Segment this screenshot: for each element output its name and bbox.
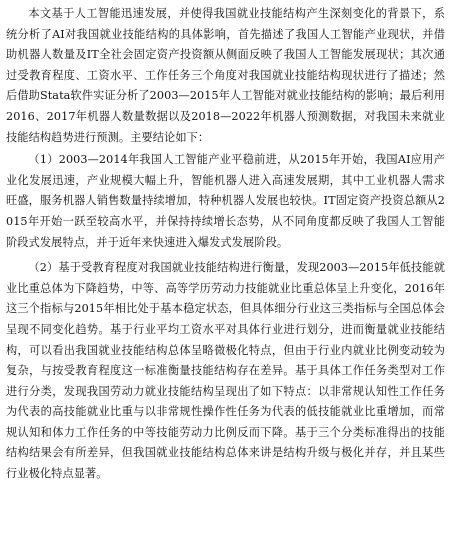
document-page [6, 4, 445, 485]
intro-paragraph: 本文基于人工智能迅速发展，并使得我国就业技能结构产生深刻变化的背景下，系统分析了AI对我国就业技能结构的具体影响，首先描述了我国人工智能产业现状，并借助机器人数量及IT全社会固定资产投资额从侧面反映了我国人工智能发展现状；其次通过受教育程度、工资水平、工作任务三个角度对我国就业技能结构现状进行了描述；然后借助Stata软件实证分析了2003—2015年人工智能对就业技能结构的影响；最后利用2016、2017年机器人数量数据以及2018—2022年机器人预测数据，对我国未来就业技能结构趋势进行预测。主要结论如下： [6, 7, 445, 144]
conclusion-2-paragraph: （2）基于受教育程度对我国就业技能结构进行衡量，发现2003—2015年低技能就业比重总体为下降趋势，中等、高等学历劳动力技能就业比重总体呈上升变化，2016年这三个指标与2015年相比处于基本稳定状态，但具体细分行业这三类指标与全国总体会呈现不同变化趋势。基于行业平均工资水平对具体行业进行划分，进而衡量就业技能结构，可以看出我国就业技能结构总体呈略微极化特点，但由于行业内就业比例变动较为复杂，与按受教育程度这一标准衡量技能结构存在差异。基于具体工作任务类型对工作进行分类，发现我国劳动力就业技能结构呈现出了如下特点：以非常规认知性工作任务为代表的高技能就业比重与以非常规性操作性任务为代表的低技能就业比重增加，而常规认知和体力工作任务的中等技能劳动力比例反而下降。基于三个分类标准得出的技能结构结果会有所差异，但我国就业技能结构总体来讲是结构升级与极化并存，并且某些行业极化特点显著。 [6, 261, 445, 481]
conclusion-1-paragraph: （1）2003—2014年我国人工智能产业平稳前进，从2015年开始，我国AI应用产业化发展迅速，产业规模大幅上升，智能机器人进入高速发展期，其中工业机器人需求旺盛，服务机器人销售数量持续增加，特种机器人发展也较快。IT固定资产投资总额从2015年开始一跃至较高水平，并保持持续增长态势，从不同角度都反映了我国人工智能阶段式发展特点，并于近年来快速进入爆发式发展阶段。 [6, 153, 445, 249]
